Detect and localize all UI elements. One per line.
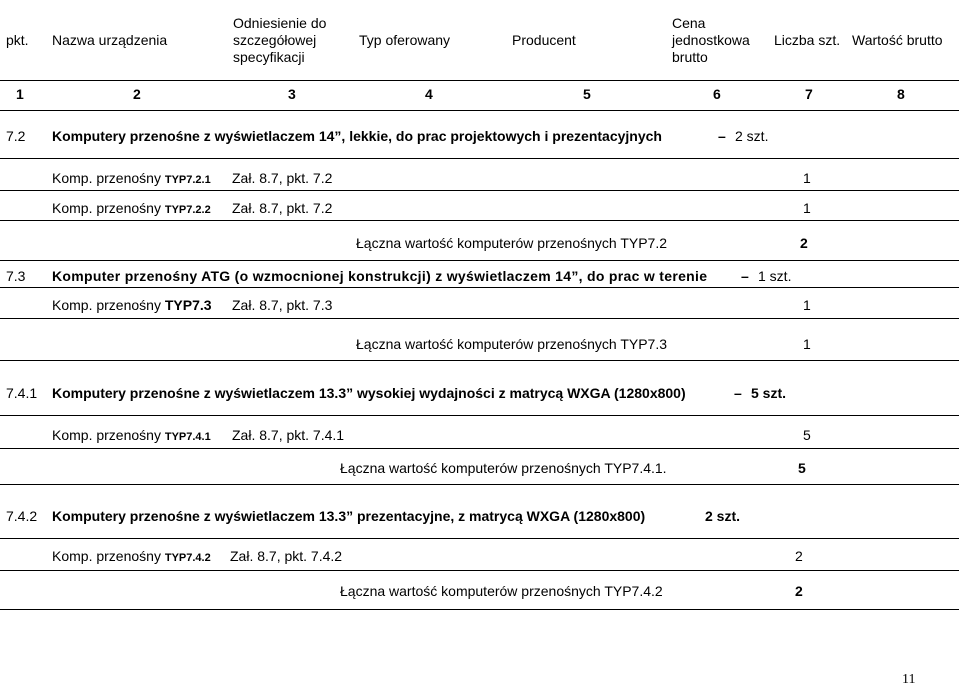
total-label: Łączna wartość komputerów przenośnych TYP7.3 <box>356 336 668 352</box>
device-reference: Zał. 8.7, pkt. 7.4.1 <box>232 427 345 443</box>
device-name: Komp. przenośny <box>52 427 165 443</box>
device-count: 5 <box>803 427 811 443</box>
device-type-code: TYP7.4.2 <box>164 552 211 564</box>
section-dash: – <box>741 268 749 284</box>
section-number: 7.4.1 <box>6 385 38 401</box>
total-count: 5 <box>798 460 806 476</box>
total-count: 2 <box>800 235 808 251</box>
section-quantity: 2 szt. <box>735 128 769 144</box>
header-offered-type: Typ oferowany <box>359 31 451 48</box>
total-label: Łączna wartość komputerów przenośnych TYP7.2 <box>356 235 668 251</box>
device-reference: Zał. 8.7, pkt. 7.3 <box>232 297 333 313</box>
device-count: 1 <box>803 297 811 313</box>
section-number: 7.4.2 <box>6 508 38 524</box>
row-divider <box>0 360 959 361</box>
device-type-code: TYP7.3 <box>164 297 212 313</box>
device-row-name <box>52 427 211 445</box>
total-label: Łączna wartość komputerów przenośnych TYP7.4.2 <box>340 583 663 599</box>
device-name: Komp. przenośny <box>52 297 165 313</box>
column-number-2: 2 <box>133 86 141 102</box>
device-reference: Zał. 8.7, pkt. 7.4.2 <box>230 548 343 564</box>
section-number: 7.3 <box>6 268 26 284</box>
row-divider <box>0 609 959 610</box>
row-divider <box>0 415 959 416</box>
header-specification-reference: Odniesienie do szczegółowej specyfikacji <box>233 14 327 65</box>
total-count: 2 <box>795 583 803 599</box>
device-name: Komp. przenośny <box>52 548 165 564</box>
device-count: 1 <box>803 170 811 186</box>
device-type-code: TYP7.4.1 <box>164 431 211 443</box>
device-count: 2 <box>795 548 803 564</box>
device-row-name <box>52 297 212 313</box>
column-number-1: 1 <box>16 86 24 102</box>
row-divider <box>0 538 959 539</box>
section-dash: – <box>718 128 726 144</box>
header-gross-value: Wartość brutto <box>852 31 943 48</box>
device-count: 1 <box>803 200 811 216</box>
device-reference: Zał. 8.7, pkt. 7.2 <box>232 170 333 186</box>
row-divider <box>0 287 959 288</box>
device-name: Komp. przenośny <box>52 200 165 216</box>
device-reference: Zał. 8.7, pkt. 7.2 <box>232 200 333 216</box>
section-dash: – <box>734 385 742 401</box>
section-title: Komputer przenośny ATG (o wzmocnionej konstrukcji) z wyświetlaczem 14”, do prac w terenie <box>52 268 708 284</box>
total-label: Łączna wartość komputerów przenośnych TYP7.4.1. <box>340 460 667 476</box>
section-title: Komputery przenośne z wyświetlaczem 14”, lekkie, do prac projektowych i prezentacyjnych <box>52 128 662 144</box>
section-title: Komputery przenośne z wyświetlaczem 13.3” wysokiej wydajności z matrycą WXGA (1280x800) <box>52 385 686 401</box>
section-quantity: 2 szt. <box>705 508 741 524</box>
device-row-name <box>52 548 211 566</box>
row-divider <box>0 318 959 319</box>
row-divider <box>0 448 959 449</box>
section-quantity: 1 szt. <box>758 268 792 284</box>
column-number-6: 6 <box>713 86 721 102</box>
column-number-5: 5 <box>583 86 591 102</box>
section-title: Komputery przenośne z wyświetlaczem 13.3” prezentacyjne, z matrycą WXGA (1280x800) <box>52 508 646 524</box>
device-row-name <box>52 170 211 188</box>
total-count: 1 <box>803 336 811 352</box>
header-pkt: pkt. <box>6 31 29 48</box>
section-quantity: 5 szt. <box>751 385 787 401</box>
row-divider <box>0 158 959 159</box>
header-quantity: Liczba szt. <box>774 31 841 48</box>
column-number-3: 3 <box>288 86 296 102</box>
column-number-7: 7 <box>805 86 813 102</box>
row-divider <box>0 570 959 571</box>
row-divider <box>0 484 959 485</box>
section-number: 7.2 <box>6 128 26 144</box>
page-number: 11 <box>902 672 916 687</box>
row-divider <box>0 110 959 111</box>
row-divider <box>0 220 959 221</box>
header-producer: Producent <box>512 31 576 48</box>
device-type-code: TYP7.2.2 <box>164 204 211 216</box>
header-unit-price: Cena jednostkowa brutto <box>672 14 750 65</box>
column-number-8: 8 <box>897 86 905 102</box>
device-type-code: TYP7.2.1 <box>164 174 211 186</box>
header-device-name: Nazwa urządzenia <box>52 31 168 48</box>
row-divider <box>0 260 959 261</box>
device-row-name <box>52 200 211 218</box>
column-number-4: 4 <box>425 86 433 102</box>
device-name: Komp. przenośny <box>52 170 165 186</box>
row-divider <box>0 190 959 191</box>
header-divider <box>0 80 959 81</box>
